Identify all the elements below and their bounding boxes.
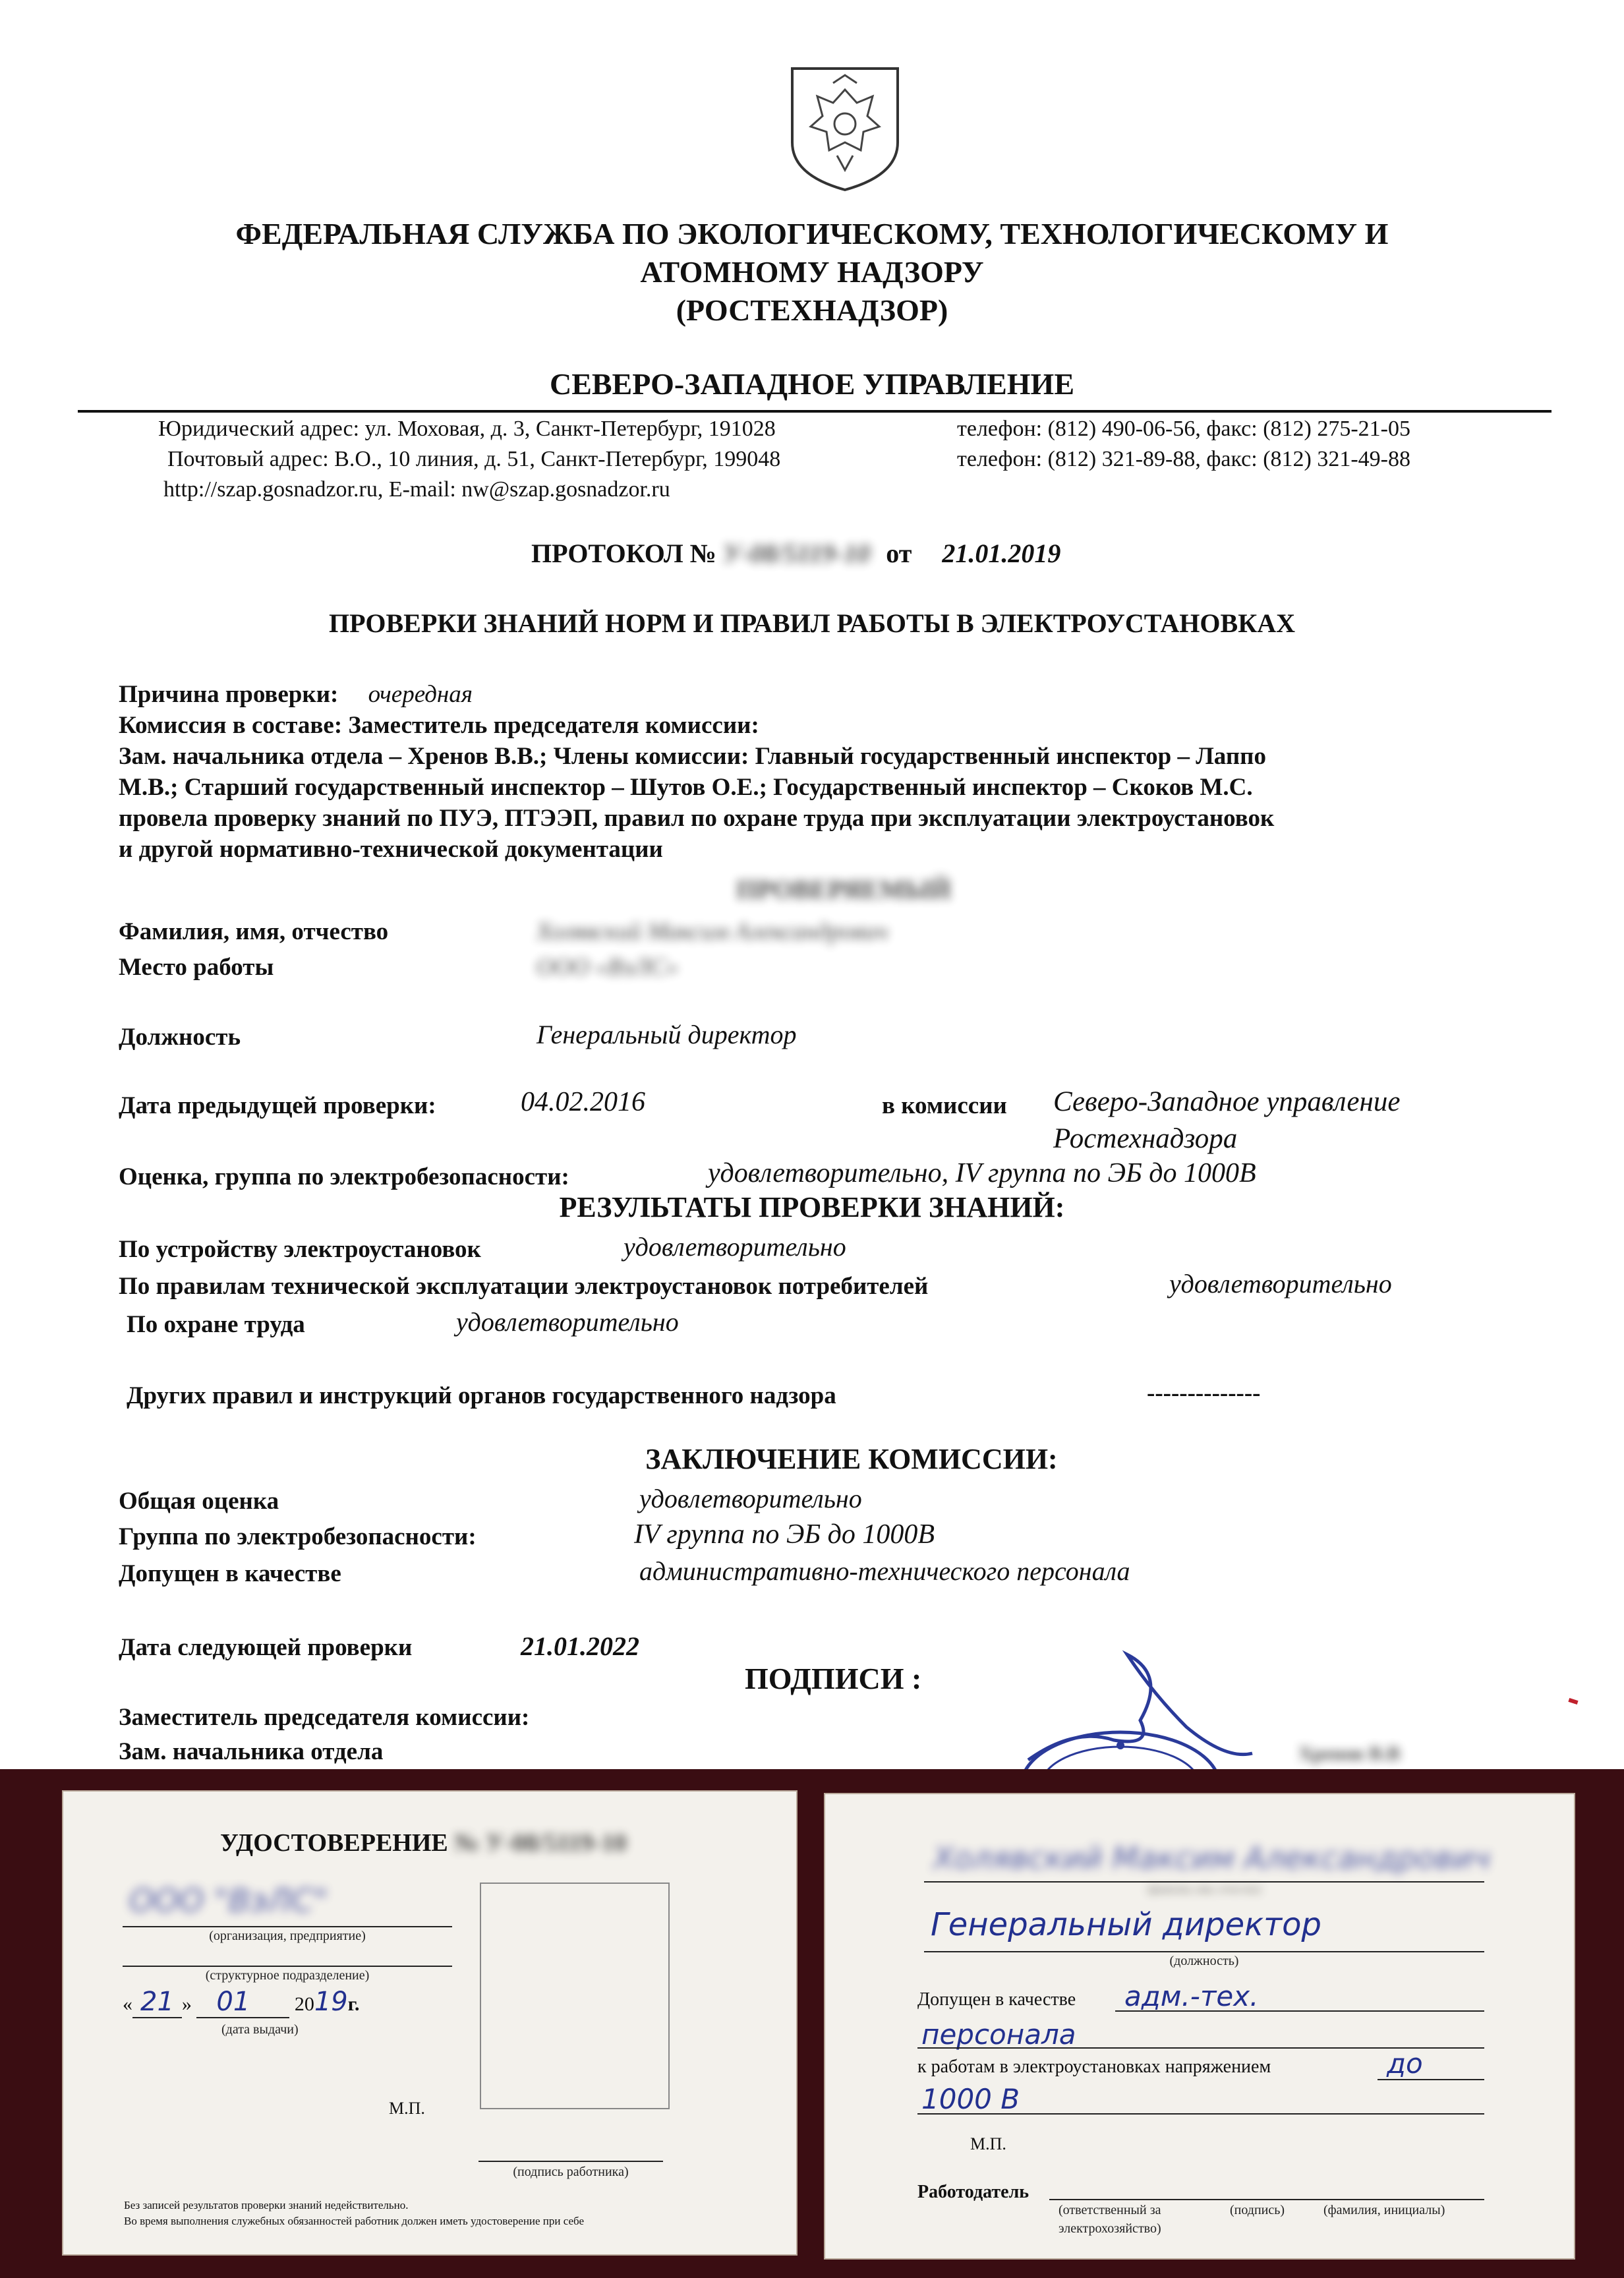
cert-position-caption: (должность) [1169,1954,1239,1968]
result-2-label: По правилам технической эксплуатации электроустановок потребителей [119,1273,929,1300]
overall-value: удовлетворительно [639,1484,862,1513]
agency-line-3: (РОСТЕХНАДЗОР) [676,293,948,327]
cert-year-prefix: 20 [294,1993,314,2015]
certificate-right-page [824,1793,1575,2260]
commission-line-5: и другой нормативно-технической документации [119,836,663,863]
web-email: http://szap.gosnadzor.ru, E-mail: nw@szap.gosnadzor.ru [163,477,670,502]
deputy-position: Зам. начальника отдела [119,1738,384,1765]
conclusion-heading: ЗАКЛЮЧЕНИЕ КОМИССИИ: [645,1443,1058,1475]
cert-voltage-hand-2: 1000 В [921,2083,1020,2115]
cert-employer-caption-1: (ответственный за [1058,2203,1161,2217]
cert-issue-date [123,1987,359,2017]
admitted-label: Допущен в качестве [119,1560,341,1587]
deputy-label: Заместитель председателя комиссии: [119,1704,530,1731]
group-value: IV группа по ЭБ до 1000В [634,1519,935,1550]
result-3-label: По охране труда [127,1311,305,1338]
cert-quote-open: « [123,1993,132,2015]
cert-number: № У-08/5119-10 [454,1829,627,1857]
grade-label: Оценка, группа по электробезопасности: [119,1163,569,1190]
signatures-heading: ПОДПИСИ : [745,1662,922,1695]
next-date-label: Дата следующей проверки [119,1634,413,1661]
cert-photo-box [480,1883,670,2109]
red-mark [1568,1698,1578,1705]
cert-employer-caption-2: (подпись) [1230,2203,1285,2217]
examinee-heading: ПРОВЕРЯЕМЫЙ [736,875,951,904]
cert-day-hand: 21 [132,1987,182,2018]
cert-quote-close: » [181,1993,192,2015]
cert-unit-caption: (структурное подразделение) [205,1968,370,1983]
commission-label: в комиссии [882,1092,1007,1119]
result-1-value: удовлетворительно [624,1232,846,1262]
cert-title-text: УДОСТОВЕРЕНИЕ [220,1829,448,1857]
cert-admitted-hand-2: персонала [921,2018,1076,2051]
commission-line-1: Комиссия в составе: Заместитель председателя комиссии: [119,712,759,739]
commission-line-2: Зам. начальника отдела – Хренов В.В.; Члены комиссии: Главный государственный инспектор – Лаппо [119,743,1266,770]
cert-org-hand: ООО "ВэЛС" [129,1883,328,1919]
commission-value [1053,1084,1400,1157]
agency-line-1: ФЕДЕРАЛЬНАЯ СЛУЖБА ПО ЭКОЛОГИЧЕСКОМУ, ТЕХНОЛОГИЧЕСКОМУ И [235,217,1389,250]
cert-issue-caption: (дата выдачи) [221,2022,299,2037]
certificate-left-page [62,1790,798,2256]
commission-value-1: Северо-Западное управление [1053,1086,1401,1117]
cert-year-suffix: г. [347,1993,360,2015]
cert-voltage-hand-1: до [1387,2047,1423,2080]
commission-value-2: Ростехнадзора [1053,1123,1238,1154]
department-title: СЕВЕРО-ЗАПАДНОЕ УПРАВЛЕНИЕ [549,367,1075,401]
cert-worker-sign-caption: (подпись работника) [513,2165,629,2179]
cert-admitted-hand-1: адм.-тех. [1124,1980,1259,2012]
result-1-label: По устройству электроустановок [119,1236,481,1263]
legal-address: Юридический адрес: ул. Моховая, д. 3, Санкт-Петербург, 191028 [158,417,776,441]
grade-value: удовлетворительно, IV группа по ЭБ до 1000В [708,1158,1256,1188]
protocol-label: ПРОТОКОЛ № [531,539,716,568]
overall-label: Общая оценка [119,1488,279,1515]
admitted-value: административно-технического персонала [639,1556,1130,1586]
results-heading: РЕЗУЛЬТАТЫ ПРОВЕРКИ ЗНАНИЙ: [559,1191,1065,1223]
postal-address: Почтовый адрес: В.О., 10 линия, д. 51, Санкт-Петербург, 199048 [167,447,781,471]
result-4-label: Других правил и инструкций органов государственного надзора [127,1382,836,1409]
cert-note-1: Без записей результатов проверки знаний недействительно. [124,2199,409,2211]
cert-name-hand: Холявский Максим Александрович [933,1840,1491,1876]
cert-right-mp: М.П. [970,2134,1006,2153]
cert-position-hand: Генеральный директор [931,1906,1321,1943]
prev-date-label: Дата предыдущей проверки: [119,1092,436,1119]
prev-date-value: 04.02.2016 [521,1087,645,1117]
cert-mp: М.П. [389,2099,425,2118]
position-label: Должность [119,1024,241,1051]
agency-header [0,215,1624,330]
cert-voltage-label: к работам в электроустановках напряжением [917,2057,1271,2077]
cert-org-caption: (организация, предприятие) [209,1929,366,1943]
result-3-value: удовлетворительно [456,1307,679,1337]
cert-employer-label: Работодатель [917,2182,1030,2202]
phone-block [957,414,1410,475]
agency-line-2: АТОМНОМУ НАДЗОРУ [640,255,984,289]
cert-employer-caption-1b: электрохозяйство) [1058,2221,1161,2236]
cert-note-2: Во время выполнения служебных обязанностей работник должен иметь удостоверение при себе [124,2215,585,2227]
protocol-subtitle: ПРОВЕРКИ ЗНАНИЙ НОРМ И ПРАВИЛ РАБОТЫ В ЭЛЕКТРОУСТАНОВКАХ [329,608,1295,638]
result-4-value: -------------- [1147,1380,1261,1407]
protocol-from: от [886,539,912,568]
cert-admitted-label: Допущен в качестве [917,1989,1076,2010]
reason-label: Причина проверки: [119,681,339,708]
commission-line-4: провела проверку знаний по ПУЭ, ПТЭЭП, правил по охране труда при эксплуатации электроустановок [119,805,1275,832]
cert-month-hand: 01 [196,1987,289,2018]
next-date-value: 21.01.2022 [521,1631,639,1661]
position-value: Генеральный директор [536,1020,797,1049]
commission-line-3: М.В.; Старший государственный инспектор – Шутов О.Е.; Государственный инспектор – Скоков М.С. [119,774,1253,801]
cert-name-caption: (фамилия, имя, отчество) [1147,1884,1262,1895]
protocol-date: 21.01.2019 [942,539,1061,568]
protocol-line [531,538,1060,569]
commission-block [119,679,1569,865]
protocol-number: У-08/5119-10 [722,539,871,568]
work-value: ООО «ВэЛС» [536,954,679,981]
phone-2: телефон: (812) 321-89-88, факс: (812) 321-49-88 [957,447,1411,471]
work-label: Место работы [119,954,274,981]
group-label: Группа по электробезопасности: [119,1523,477,1550]
name-value: Холявский Максим Александрович [536,918,888,945]
cert-employer-caption-3: (фамилия, инициалы) [1323,2203,1445,2217]
cert-year-hand: 19 [314,1987,348,2017]
header-rule [78,410,1552,413]
address-block [158,414,780,505]
deputy-name: Хренов В.В [1298,1743,1401,1765]
reason-value: очередная [368,681,473,708]
coat-of-arms-emblem [787,63,903,194]
cert-title [220,1828,627,1857]
phone-1: телефон: (812) 490-06-56, факс: (812) 275-21-05 [957,417,1411,441]
result-2-value: удовлетворительно [1169,1269,1392,1299]
name-label: Фамилия, имя, отчество [119,918,389,945]
